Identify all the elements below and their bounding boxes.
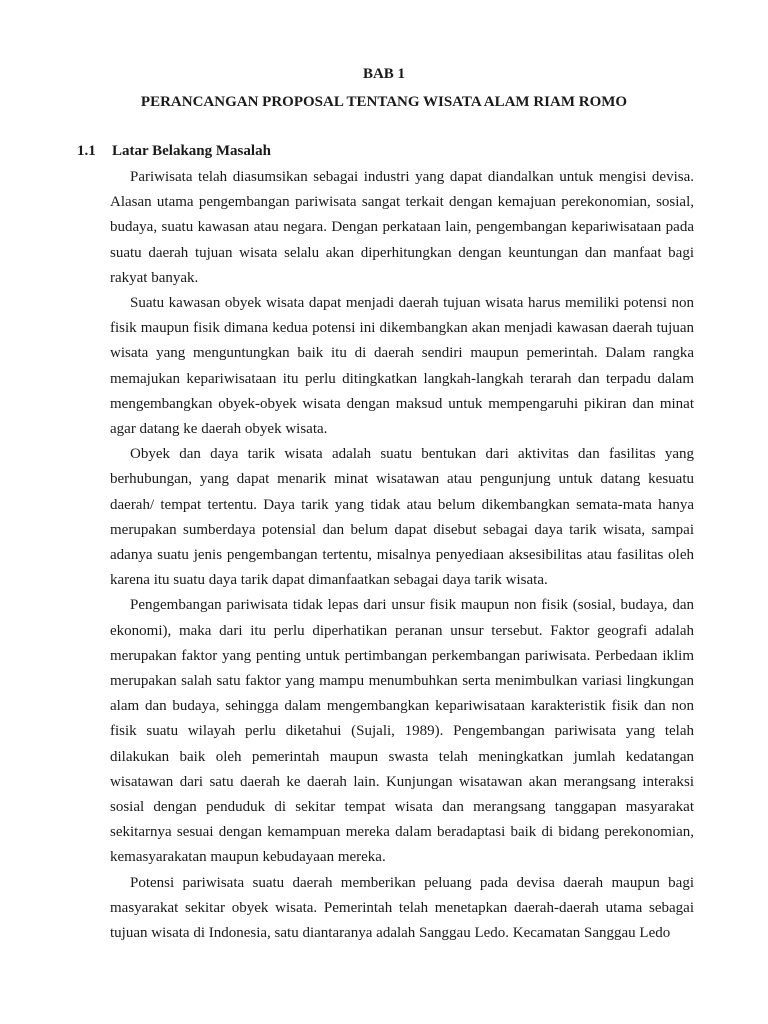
chapter-title: PERANCANGAN PROPOSAL TENTANG WISATA ALAM RIAM ROMO xyxy=(140,94,628,110)
section-number: 1.1 xyxy=(77,143,96,159)
paragraph-5: Potensi pariwisata suatu daerah memberikan peluang pada devisa daerah maupun bagi masyarakat sekitar obyek wisata. Pemerintah telah menetapkan daerah-daerah utama sebagai tujuan wisata di Indonesia, satu diantaranya adalah Sanggau Ledo. Kecamatan Sanggau Ledo xyxy=(110,874,694,942)
paragraph-4: Pengembangan pariwisata tidak lepas dari unsur fisik maupun non fisik (sosial, budaya, dan ekonomi), maka dari itu perlu diperhatikan peranan unsur tersebut. Faktor geografi adalah merupakan faktor yang penting untuk pertimbangan perkembangan pariwisata. Perbedaan iklim merupakan salah satu faktor yang mampu menumbuhkan serta menimbulkan variasi lingkungan alam dan budaya, sehingga dalam mengembangkan kepariwisataan karakteristik fisik dan non fisik suatu wilayah perlu diketahui (Sujali, 1989). Pengembangan pariwisata yang telah dilakukan baik oleh pemerintah maupun swasta telah meningkatkan jumlah kedatangan wisatawan dari satu daerah ke daerah lain. Kunjungan wisatawan akan merangsang interaksi sosial dengan penduduk di sekitar tempat wisata dan merangsang tanggapan masyarakat sekitarnya sesuai dengan kemampuan mereka dalam beradaptasi baik di bidang perekonomian, kemasyarakatan maupun kebudayaan mereka. xyxy=(110,597,694,866)
paragraph-1: Pariwisata telah diasumsikan sebagai industri yang dapat diandalkan untuk mengisi devisa. Alasan utama pengembangan pariwisata sangat terkait dengan kemajuan perekonomian, sosial, budaya, suatu kawasan atau negara. Dengan perkataan lain, pengembangan kepariwisataan pada suatu daerah tujuan wisata selalu akan diperhitungkan dengan keuntungan dan manfaat bagi rakyat banyak. xyxy=(110,169,694,286)
section-heading xyxy=(77,143,271,160)
section-title: Latar Belakang Masalah xyxy=(112,143,271,159)
chapter-number: BAB 1 xyxy=(362,66,406,82)
body-text xyxy=(110,165,694,946)
paragraph-2: Suatu kawasan obyek wisata dapat menjadi daerah tujuan wisata harus memiliki potensi non fisik maupun fisik dimana kedua potensi ini dikembangkan akan menjadi kawasan daerah tujuan wisata yang menguntungkan baik itu di daerah sendiri maupun pemerintah. Dalam rangka memajukan kepariwisataan itu perlu ditingkatkan langkah-langkah terarah dan terpadu dalam mengembangkan obyek-obyek wisata dengan maksud untuk mempengaruhi pikiran dan minat agar datang ke daerah obyek wisata. xyxy=(110,295,694,438)
paragraph-3: Obyek dan daya tarik wisata adalah suatu bentukan dari aktivitas dan fasilitas yang berhubungan, yang dapat menarik minat wisatawan atau pengunjung untuk datang kesuatu daerah/ tempat tertentu. Daya tarik yang tidak atau belum dikembangkan semata-mata hanya merupakan sumberdaya potensial dan belum dapat disebut sebagai daya tarik wisata, sampai adanya suatu jenis pengembangan tertentu, misalnya penyediaan aksesibilitas atau fasilitas oleh karena itu suatu daya tarik dapat dimanfaatkan sebagai daya tarik wisata. xyxy=(110,446,694,589)
